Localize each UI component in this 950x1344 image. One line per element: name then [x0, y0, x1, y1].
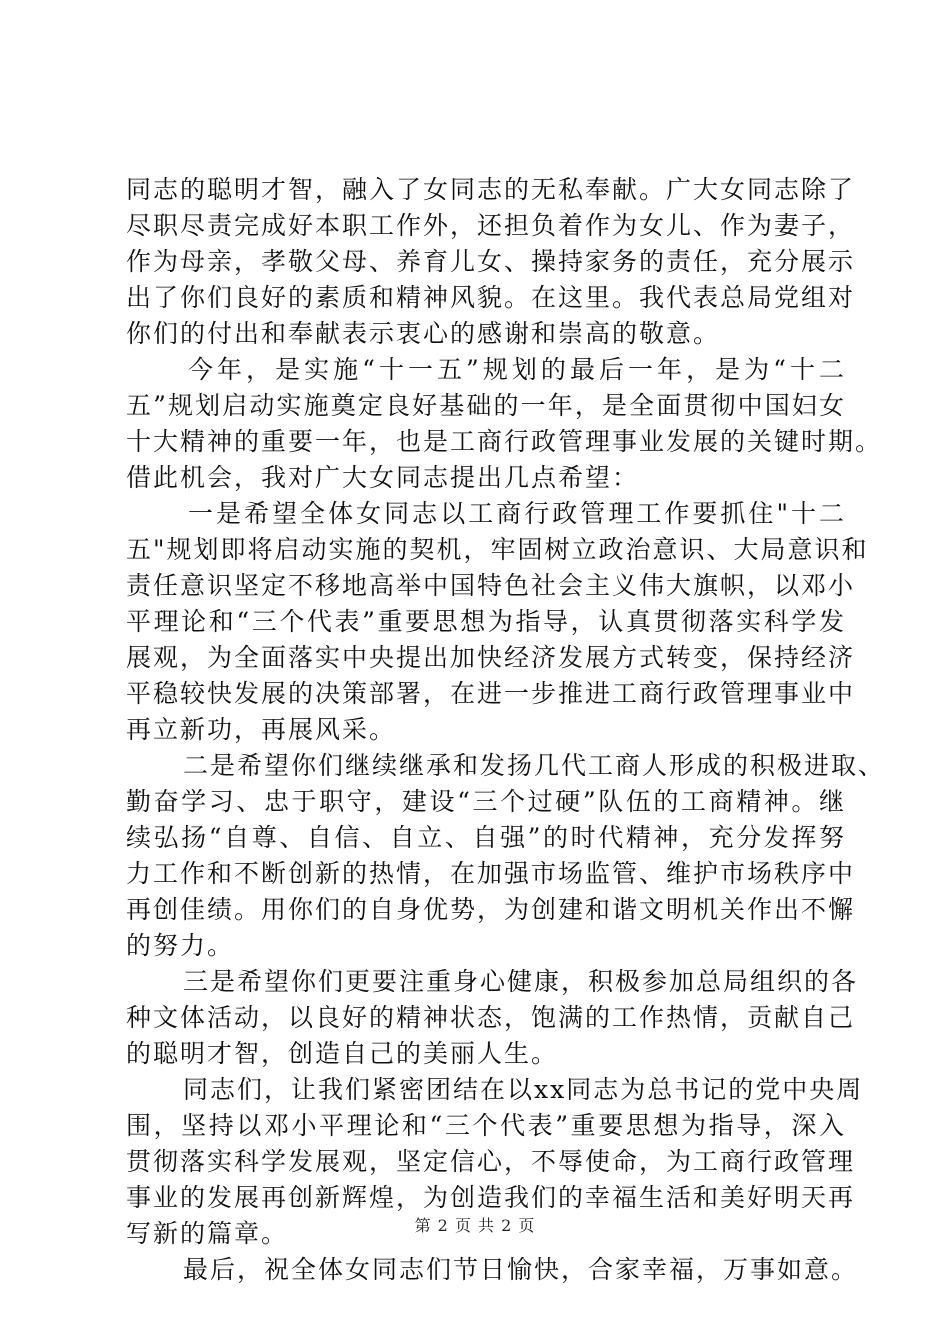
text-line: 作为母亲，孝敬父母、养育儿女、操持家务的责任，充分展示: [126, 247, 856, 276]
text-line: 借此机会，我对广大女同志提出几点希望：: [126, 463, 640, 492]
text-line: 续弘扬“自尊、自信、自立、自强”的时代精神，充分发挥努: [126, 823, 846, 852]
text-line: 力工作和不断创新的热情，在加强市场监管、维护市场秩序中: [126, 859, 856, 888]
paragraph-start-line: 同志们，让我们紧密团结在以xx同志为总书记的党中央周: [183, 1075, 864, 1104]
paragraph-start-line: 三是希望你们更要注重身心健康，积极参加总局组织的各: [183, 967, 859, 996]
paragraph-start-line: 最后，祝全体女同志们节日愉快，合家幸福，万事如意。: [183, 1255, 859, 1284]
document-body: [126, 172, 886, 1288]
text-line: 再立新功，再展风采。: [126, 715, 397, 744]
page-footer: 第 2 页 共 2 页: [414, 1216, 536, 1235]
text-line: 写新的篇章。: [126, 1219, 289, 1248]
text-line: 的努力。: [126, 931, 235, 960]
text-line: 勤奋学习、忠于职守，建设“三个过硬”队伍的工商精神。继: [126, 787, 846, 816]
text-line: 事业的发展再创新辉煌，为创造我们的幸福生活和美好明天再: [126, 1183, 856, 1212]
text-line: 展观，为全面落实中央提出加快经济发展方式转变，保持经济: [126, 643, 856, 672]
paragraph-start-line: 一是希望全体女同志以工商行政管理工作要抓住"十二: [188, 499, 846, 528]
text-line: 五"规划即将启动实施的契机，牢固树立政治意识、大局意识和: [126, 535, 869, 564]
text-line: 再创佳绩。用你们的自身优势，为创建和谐文明机关作出不懈: [126, 895, 856, 924]
text-line: 十大精神的重要一年，也是工商行政管理事业发展的关键时期。: [126, 427, 883, 456]
text-line: 出了你们良好的素质和精神风貌。在这里。我代表总局党组对: [126, 283, 856, 312]
text-line: 尽职尽责完成好本职工作外，还担负着作为女儿、作为妻子，: [126, 211, 856, 240]
text-line: 的聪明才智，创造自己的美丽人生。: [126, 1039, 559, 1068]
paragraph-start-line: 今年，是实施“十一五”规划的最后一年，是为“十二: [188, 355, 846, 384]
text-line: 你们的付出和奉献表示衷心的感谢和崇高的敬意。: [126, 319, 721, 348]
text-line: 围，坚持以邓小平理论和“三个代表”重要思想为指导，深入: [126, 1111, 846, 1140]
text-line: 五”规划启动实施奠定良好基础的一年，是全面贯彻中国妇女: [126, 391, 846, 420]
text-line: 同志的聪明才智，融入了女同志的无私奉献。广大女同志除了: [126, 175, 856, 204]
text-line: 平理论和“三个代表”重要思想为指导，认真贯彻落实科学发: [126, 607, 846, 636]
text-line: 贯彻落实科学发展观，坚定信心，不辱使命，为工商行政管理: [126, 1147, 856, 1176]
text-line: 种文体活动，以良好的精神状态，饱满的工作热情，贡献自己: [126, 1003, 856, 1032]
paragraph-start-line: 二是希望你们继续继承和发扬几代工商人形成的积极进取、: [183, 751, 886, 780]
text-line: 平稳较快发展的决策部署，在进一步推进工商行政管理事业中: [126, 679, 856, 708]
text-line: 责任意识坚定不移地高举中国特色社会主义伟大旗帜，以邓小: [126, 571, 856, 600]
